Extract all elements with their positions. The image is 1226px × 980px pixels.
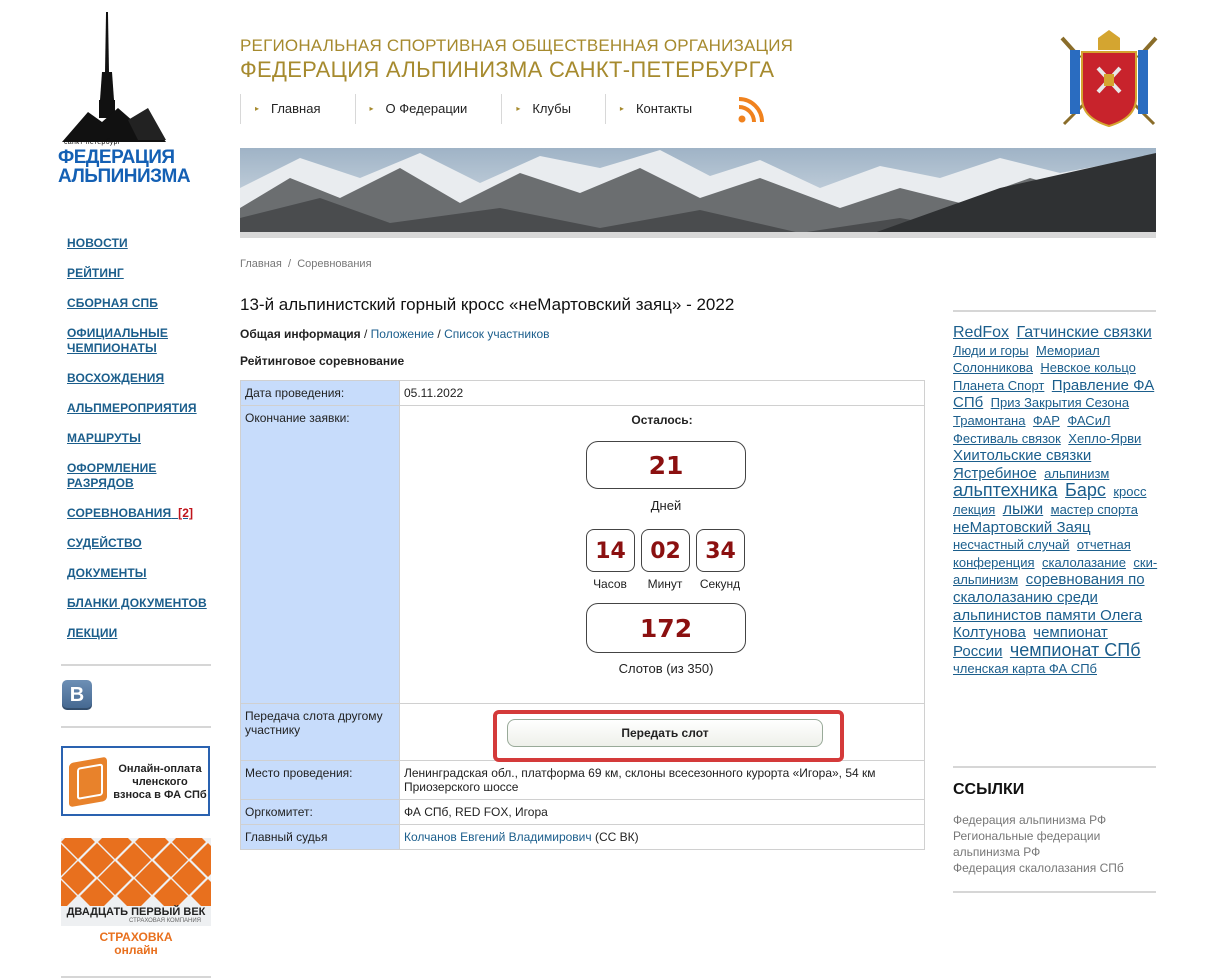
countdown-cell bbox=[400, 406, 925, 704]
insurance-company-sub: СТРАХОВАЯ КОМПАНИЯ bbox=[61, 918, 211, 924]
org-committee-value: ФА СПб, RED FOX, Игора bbox=[400, 800, 925, 825]
tag-link[interactable]: RedFox bbox=[953, 324, 1010, 341]
tag-link[interactable]: отчетная конференция bbox=[953, 537, 1131, 570]
org-type-title: РЕГИОНАЛЬНАЯ СПОРТИВНАЯ ОБЩЕСТВЕННАЯ ОРГАНИЗАЦИЯ bbox=[240, 36, 794, 55]
leftnav-championships[interactable]: ОФИЦИАЛЬНЫЕ ЧЕМПИОНАТЫ bbox=[67, 326, 168, 355]
links-title: ССЫЛКИ bbox=[953, 781, 1025, 798]
judge-name-link[interactable]: Колчанов Евгений Владимирович bbox=[404, 830, 592, 844]
competitions-count-badge: [2] bbox=[178, 506, 194, 520]
insurance-banner[interactable] bbox=[61, 838, 211, 960]
breadcrumb-home[interactable]: Главная bbox=[240, 258, 282, 270]
peter-paul-spire-icon bbox=[58, 12, 170, 148]
tag-link[interactable]: Мемориал Солонникова bbox=[953, 342, 1100, 376]
topnav-about-label: О Федерации bbox=[385, 101, 468, 116]
vk-icon[interactable]: B bbox=[62, 680, 92, 710]
tag-link[interactable]: кросс bbox=[1113, 484, 1147, 500]
wallet-icon bbox=[69, 757, 107, 808]
breadcrumb bbox=[240, 258, 372, 270]
remaining-label: Осталось: bbox=[631, 413, 693, 427]
link-climbing-federation[interactable]: Федерация скалолазания СПб bbox=[953, 861, 1124, 875]
slots-counter: 172 bbox=[586, 603, 746, 653]
topnav-about[interactable] bbox=[355, 94, 502, 124]
tag-link[interactable]: мастер спорта bbox=[1050, 501, 1138, 517]
tag-link[interactable]: альпинизм bbox=[1044, 465, 1110, 481]
left-navigation bbox=[67, 236, 217, 656]
tag-link[interactable]: соревнования по скалолазанию среди альпинистов памяти Олега Колтунова bbox=[953, 571, 1145, 642]
arrow-right-icon: ▸ bbox=[516, 104, 521, 113]
tag-link[interactable]: Люди и горы bbox=[953, 342, 1029, 358]
leftnav-grades[interactable]: ОФОРМЛЕНИЕ РАЗРЯДОВ bbox=[67, 461, 157, 490]
insurance-company-name: ДВАДЦАТЬ ПЕРВЫЙ ВЕК bbox=[61, 906, 211, 918]
tag-link[interactable]: чемпионат СПб bbox=[1009, 639, 1141, 660]
online-payment-banner[interactable] bbox=[61, 746, 210, 816]
page-title: 13-й альпинистский горный кросс «неМартовский заяц» - 2022 bbox=[240, 295, 735, 314]
topnav-home-label: Главная bbox=[271, 101, 321, 116]
topnav-clubs[interactable] bbox=[501, 94, 605, 124]
deadline-label: Окончание заявки: bbox=[241, 406, 400, 704]
subnav-general-info: Общая информация bbox=[240, 327, 361, 341]
table-row bbox=[241, 761, 925, 800]
tag-link[interactable]: ФАР bbox=[1032, 412, 1060, 428]
right-divider-2 bbox=[953, 766, 1156, 768]
table-row bbox=[241, 381, 925, 406]
topnav-contacts-label: Контакты bbox=[635, 101, 693, 116]
minutes-label: Минут bbox=[647, 577, 683, 591]
logo-text bbox=[58, 147, 191, 187]
seconds-label: Секунд bbox=[699, 577, 741, 591]
site-logo[interactable] bbox=[58, 12, 191, 198]
breadcrumb-separator: / bbox=[288, 258, 292, 270]
competition-info-table bbox=[240, 380, 925, 850]
judge-suffix: (СС ВК) bbox=[591, 830, 639, 844]
days-label: Дней bbox=[650, 498, 682, 513]
judge-label: Главный судья bbox=[241, 825, 400, 850]
table-row bbox=[241, 406, 925, 704]
left-divider-1 bbox=[61, 664, 211, 666]
tag-link[interactable]: членская карта ФА СПб bbox=[953, 661, 1097, 677]
mountains-banner-image bbox=[240, 148, 1156, 238]
spb-coat-of-arms-icon bbox=[1058, 28, 1160, 132]
days-counter: 21 bbox=[586, 441, 746, 489]
tag-link[interactable]: альптехника bbox=[953, 480, 1058, 501]
tag-link[interactable]: неМартовский Заяц bbox=[953, 518, 1091, 536]
arrow-right-icon: ▸ bbox=[619, 104, 624, 113]
competition-subnav bbox=[240, 327, 550, 341]
tag-link[interactable]: ФАСиЛ bbox=[1067, 412, 1111, 428]
table-row bbox=[241, 825, 925, 850]
arrow-right-icon: ▸ bbox=[255, 104, 260, 113]
online-payment-text: Онлайн-оплата членского взноса в ФА СПб bbox=[113, 763, 207, 801]
date-label: Дата проведения: bbox=[241, 381, 400, 406]
tag-link[interactable]: Приз Закрытия Сезона bbox=[990, 395, 1130, 411]
tag-cloud bbox=[953, 324, 1159, 678]
arrow-right-icon: ▸ bbox=[369, 104, 374, 113]
leftnav-routes[interactable]: МАРШРУТЫ bbox=[67, 431, 141, 445]
leftnav-news[interactable]: НОВОСТИ bbox=[67, 236, 128, 250]
tag-link[interactable]: Трамонтана bbox=[953, 412, 1026, 428]
tag-link[interactable]: Хиитольские связки bbox=[953, 447, 1092, 465]
tag-link[interactable]: Ястребиное bbox=[953, 464, 1037, 482]
left-divider-3 bbox=[61, 976, 211, 978]
top-navigation bbox=[240, 94, 726, 124]
tag-link[interactable]: Правление ФА СПб bbox=[953, 376, 1155, 412]
logo-subtitle: санкт-петербург bbox=[64, 139, 121, 146]
insurance-line4: онлайн bbox=[114, 943, 158, 957]
leftnav-team[interactable]: СБОРНАЯ СПБ bbox=[67, 296, 158, 310]
transfer-label: Передача слота другому участнику bbox=[241, 704, 400, 761]
subnav-sep: / bbox=[360, 327, 371, 341]
date-value: 05.11.2022 bbox=[400, 381, 925, 406]
leftnav-events[interactable]: АЛЬПМЕРОПРИЯТИЯ bbox=[67, 401, 197, 415]
minutes-counter: 02 bbox=[641, 529, 690, 572]
breadcrumb-competitions[interactable]: Соревнования bbox=[297, 258, 372, 270]
leftnav-lectures[interactable]: ЛЕКЦИИ bbox=[67, 626, 118, 640]
tag-link[interactable]: лекция bbox=[953, 501, 996, 517]
transfer-slot-button[interactable]: Передать слот bbox=[507, 719, 823, 747]
org-name-title: ФЕДЕРАЦИЯ АЛЬПИНИЗМА САНКТ-ПЕТЕРБУРГА bbox=[240, 57, 775, 82]
tag-link[interactable]: чемпионат России bbox=[953, 624, 1108, 660]
hours-label: Часов bbox=[593, 577, 627, 591]
tag-link[interactable]: Планета Спорт bbox=[953, 377, 1045, 393]
judge-value bbox=[400, 825, 925, 850]
org-committee-label: Оргкомитет: bbox=[241, 800, 400, 825]
slots-label: Слотов (из 350) bbox=[618, 661, 714, 676]
tag-link[interactable]: Невское кольцо bbox=[1040, 360, 1136, 376]
insurance-online-text bbox=[61, 931, 211, 957]
topnav-contacts[interactable] bbox=[605, 94, 726, 124]
topnav-home[interactable] bbox=[240, 94, 355, 124]
table-row bbox=[241, 704, 925, 761]
rating-competition-label: Рейтинговое соревнование bbox=[240, 354, 405, 368]
topnav-clubs-label: Клубы bbox=[532, 101, 571, 116]
link-fa-rf[interactable]: Федерация альпинизма РФ bbox=[953, 813, 1107, 827]
tag-link[interactable]: скалолазание bbox=[1042, 554, 1126, 570]
seconds-counter: 34 bbox=[696, 529, 745, 572]
transfer-cell bbox=[400, 704, 925, 761]
tag-link[interactable]: ски-альпинизм bbox=[953, 554, 1158, 588]
right-divider-3 bbox=[953, 891, 1156, 893]
right-divider-1 bbox=[953, 310, 1156, 312]
place-label: Место проведения: bbox=[241, 761, 400, 800]
tag-link[interactable]: лыжи bbox=[1002, 500, 1044, 518]
subnav-regulations-link[interactable]: Положение bbox=[370, 327, 435, 341]
leftnav-judging[interactable]: СУДЕЙСТВО bbox=[67, 536, 142, 550]
leftnav-rating[interactable]: РЕЙТИНГ bbox=[67, 266, 124, 280]
subnav-sep: / bbox=[434, 327, 445, 341]
link-regional-federations[interactable]: Региональные федерации альпинизма РФ bbox=[953, 829, 1101, 859]
logo-line1: ФЕДЕРАЦИЯ bbox=[58, 147, 175, 168]
rss-icon[interactable] bbox=[738, 97, 764, 123]
tag-link[interactable]: Хепло-Ярви bbox=[1068, 430, 1142, 446]
subnav-participants-link[interactable]: Список участников bbox=[444, 327, 550, 341]
leftnav-forms[interactable]: БЛАНКИ ДОКУМЕНТОВ bbox=[67, 596, 207, 610]
tag-link[interactable]: несчастный случай bbox=[953, 537, 1070, 553]
tag-link[interactable]: Барс bbox=[1065, 480, 1106, 501]
countdown bbox=[404, 411, 920, 698]
tag-link[interactable]: Гатчинские связки bbox=[1016, 324, 1152, 341]
leftnav-competitions-label: СОРЕВНОВАНИЯ bbox=[67, 506, 172, 520]
insurance-line3: СТРАХОВКА bbox=[99, 930, 173, 944]
table-row bbox=[241, 800, 925, 825]
leftnav-ascents[interactable]: ВОСХОЖДЕНИЯ bbox=[67, 371, 165, 385]
logo-line2: АЛЬПИНИЗМА bbox=[58, 166, 191, 187]
place-value: Ленинградская обл., платформа 69 км, склоны всесезонного курорта «Игора», 54 км Приозерского шоссе bbox=[400, 761, 925, 800]
tag-link[interactable]: Фестиваль связок bbox=[953, 430, 1061, 446]
left-divider-2 bbox=[61, 726, 211, 728]
hours-counter: 14 bbox=[586, 529, 635, 572]
leftnav-documents[interactable]: ДОКУМЕНТЫ bbox=[67, 566, 147, 580]
transfer-wrap bbox=[404, 709, 920, 755]
leftnav-competitions[interactable] bbox=[67, 506, 217, 521]
links-list bbox=[953, 812, 1153, 876]
